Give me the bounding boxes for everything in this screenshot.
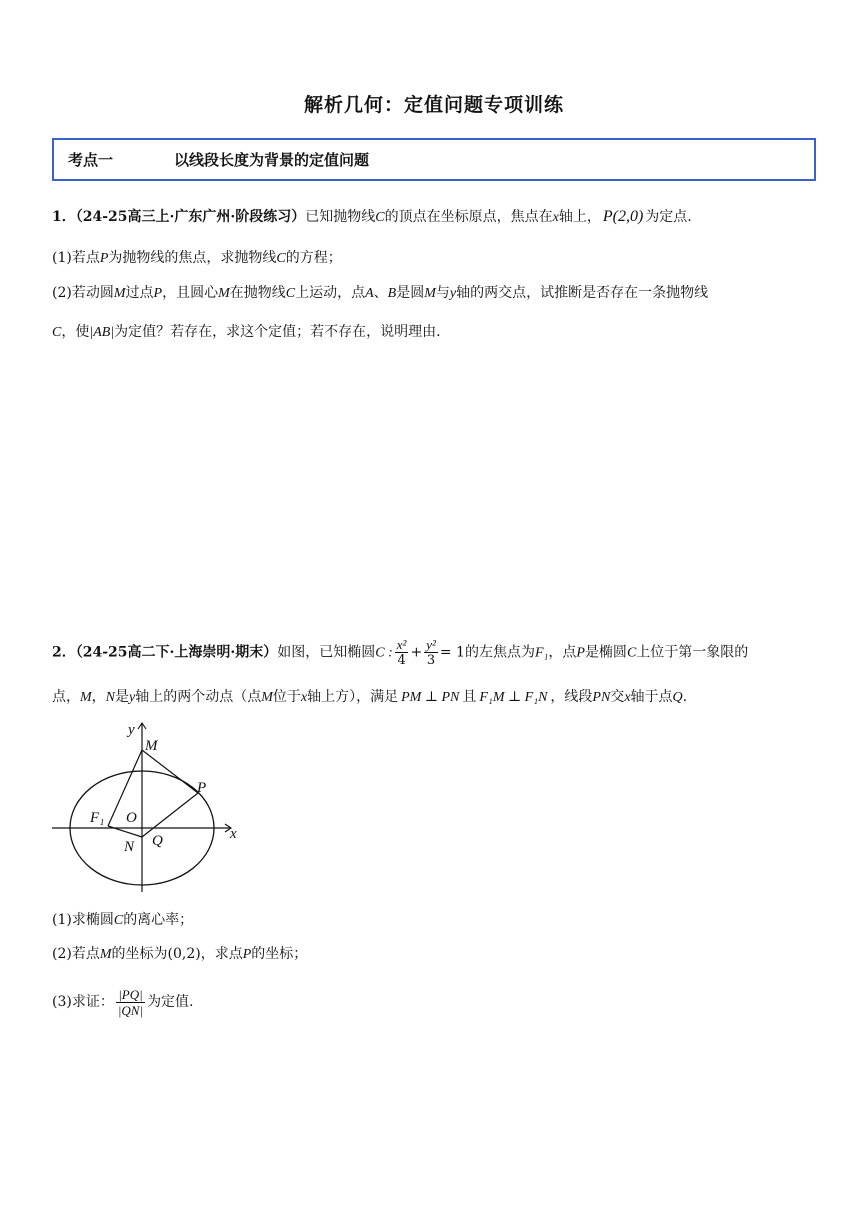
math-var: PN [592, 690, 611, 705]
q2-text: 轴上的两个动点（点 [135, 689, 262, 705]
q2-text: 点， [52, 689, 80, 705]
q2-text: ，点 [548, 644, 577, 661]
label-x: x [230, 826, 237, 842]
q2-text: 轴于点 [630, 689, 673, 705]
math-var: x [552, 210, 559, 225]
q2-text: 的坐标； [251, 946, 308, 962]
math-expr: F₁M ⊥ F₁N [479, 690, 548, 705]
math-var: x [624, 690, 631, 705]
q2-text: 的左焦点为 [464, 644, 535, 661]
q2-text: 是椭圆 [584, 644, 627, 661]
math-point: P(2,0) [602, 208, 644, 225]
q1-text: ，使 [61, 324, 90, 340]
math-abs: |AB| [89, 325, 115, 340]
section-label: 考点一 [68, 151, 114, 169]
math-var: M [113, 286, 126, 301]
q1-text: 在抛物线 [229, 285, 286, 301]
q1-text: 的方程； [285, 250, 342, 266]
q1-text: 过点 [125, 285, 154, 301]
q1-number: 1． [52, 209, 76, 225]
q2-text: 如图，已知椭圆 [277, 644, 376, 661]
q2-text: ， [91, 689, 106, 705]
q2-text: (3)求证： [52, 994, 114, 1010]
q1-source: （24-25高三上·广东广州·阶段练习） [75, 209, 306, 225]
page-title: 解析几何：定值问题专项训练 [303, 94, 564, 116]
q2-text: (1)求椭圆 [52, 912, 114, 928]
section-topic: 以线段长度为背景的定值问题 [174, 151, 370, 169]
q1-text: 轴的两交点，试推断是否存在一条抛物线 [456, 285, 709, 301]
label-y: y [128, 722, 135, 738]
math-var: y [129, 690, 136, 705]
section-box [52, 138, 816, 181]
math-var: C [52, 325, 62, 340]
q1-text: 是圆 [396, 285, 425, 301]
q1-text: 为定值？若存在，求这个定值；若不存在，说明理由. [114, 324, 441, 340]
math-op: + [410, 644, 423, 661]
fraction-ratio [116, 987, 145, 1018]
q1-text: 为抛物线的焦点，求抛物线 [108, 250, 277, 266]
frac-den: 4 [397, 653, 406, 668]
math-var: C [113, 913, 124, 928]
fraction-x [395, 637, 409, 668]
q1-text: 轴上， [558, 209, 601, 225]
segment-PN [142, 793, 198, 837]
math-var: C [375, 210, 385, 225]
q1-text: 与 [435, 285, 450, 301]
q2-text: 为定值. [147, 994, 194, 1010]
math-expr: PM ⊥ PN [401, 690, 460, 705]
q2-text: 且 [462, 689, 477, 705]
label-O: O [126, 810, 137, 826]
q1-part2-cont [52, 322, 441, 343]
q2-source: （24-25高二下·上海崇明·期末） [75, 644, 278, 661]
q2-text: ，线段 [550, 689, 593, 705]
math-var: C : [375, 645, 393, 661]
q2-text: 的坐标为 [111, 946, 168, 962]
q1-text: 上运动，点 [295, 285, 366, 301]
ellipse-figure [40, 718, 260, 898]
q1-text: ，且圆心 [162, 285, 219, 301]
q1-text: 的顶点在坐标原点，焦点在 [384, 209, 553, 225]
frac-den: |QN| [117, 1002, 144, 1018]
q2-number: 2． [52, 644, 76, 661]
label-F1: F₁ [90, 810, 105, 826]
label-N: N [124, 839, 135, 855]
math-var: M [218, 286, 230, 301]
q2-part1 [52, 910, 193, 931]
math-var: P [576, 645, 585, 661]
q2-text: 位于 [272, 689, 301, 705]
label-P: P [197, 780, 207, 796]
frac-den: 3 [426, 653, 436, 668]
math-var: P [242, 947, 252, 962]
math-var: N [105, 690, 116, 705]
frac-num: y² [426, 637, 436, 652]
math-var: x [300, 690, 308, 705]
math-var: B [387, 286, 397, 301]
q2-part2 [52, 944, 307, 965]
math-coord: (0,2) [167, 946, 201, 962]
fraction-y [424, 637, 438, 668]
q2-part3 [52, 986, 194, 1018]
math-var: y [449, 286, 457, 301]
q2-text: 上位于第一象限的 [636, 644, 749, 661]
math-var: M [261, 690, 273, 705]
q2-text: 是 [115, 689, 130, 705]
math-var: M [80, 690, 92, 705]
label-Q: Q [152, 833, 163, 849]
math-var: P [99, 251, 109, 266]
math-var: M [424, 286, 436, 301]
q1-part1 [52, 248, 342, 269]
q2-text: (2)若点 [52, 946, 100, 962]
math-var: C [285, 286, 296, 301]
q1-text: 已知抛物线 [305, 209, 376, 225]
math-var: A [365, 286, 374, 301]
q2-text: ，求点 [200, 946, 243, 962]
q1-text: (2)若动圆 [52, 285, 114, 301]
frac-num: x² [396, 637, 407, 652]
q1-text: 、 [373, 285, 388, 301]
math-var: C [276, 251, 286, 266]
math-var: M [99, 947, 112, 962]
q1-part2 [52, 283, 708, 304]
q2-stem-cont [52, 687, 687, 708]
segment-F1M [108, 750, 142, 826]
label-M: M [145, 738, 158, 754]
math-var: P [153, 286, 163, 301]
q2-stem [52, 637, 748, 668]
q2-text: 轴上方），满足 [307, 689, 399, 705]
q1-text: 为定点. [645, 209, 692, 225]
math-var: C [626, 645, 637, 661]
frac-num: |PQ| [116, 987, 145, 1003]
q2-text: 交 [610, 689, 625, 705]
math-var: F₁ [534, 645, 549, 661]
math-op: = 1 [439, 644, 465, 661]
q1-text: (1)若点 [52, 250, 100, 266]
math-var: Q [672, 690, 683, 705]
q2-text: . [682, 689, 688, 705]
q1-stem [52, 207, 692, 228]
q2-text: 的离心率； [123, 912, 194, 928]
